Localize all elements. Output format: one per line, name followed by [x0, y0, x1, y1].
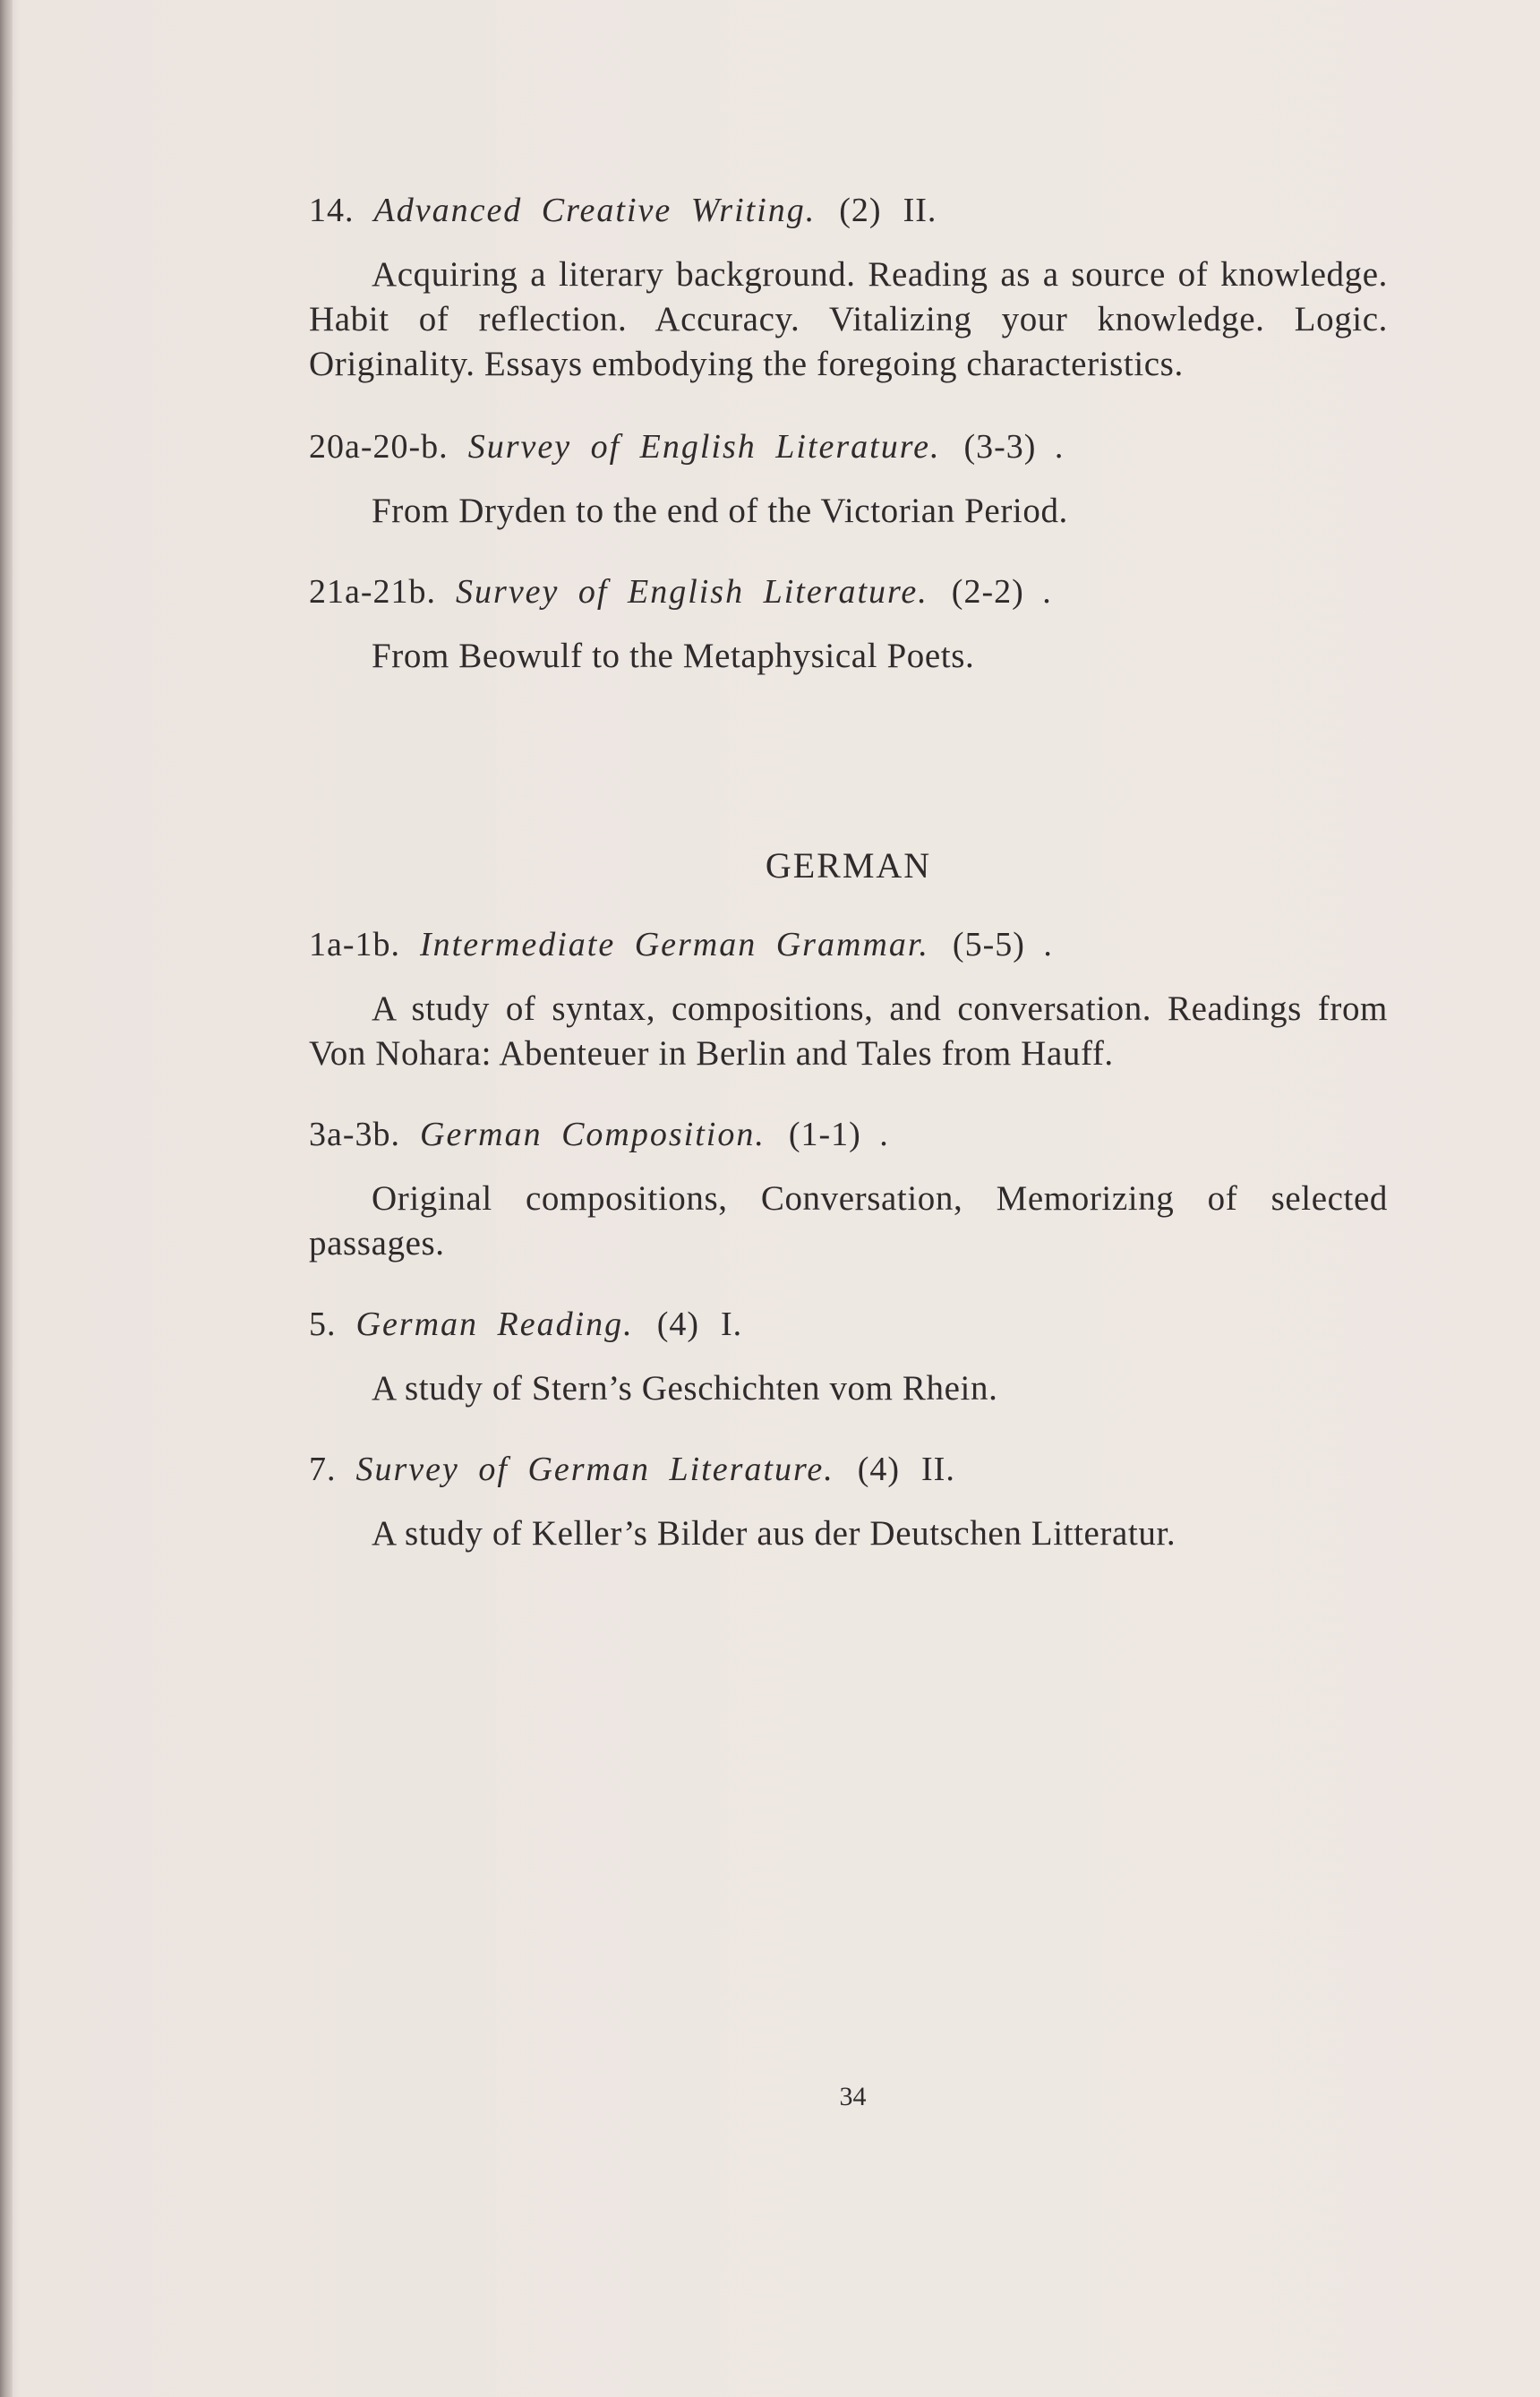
- course-credits: (4): [857, 1451, 901, 1488]
- course-number: 7.: [309, 1451, 337, 1488]
- page-content: [309, 188, 1388, 1556]
- course-heading: [309, 1112, 1388, 1157]
- course-title: Survey of German Literature.: [355, 1451, 834, 1488]
- course-number: 20a-20-b.: [309, 428, 449, 466]
- course-entry-3a-3b: [309, 1112, 1388, 1266]
- course-description: From Beowulf to the Metaphysical Poets.: [372, 637, 975, 675]
- course-credits: (1-1) .: [788, 1116, 889, 1153]
- course-description: From Dryden to the end of the Victorian Period.: [372, 492, 1068, 530]
- course-credits: (2): [839, 192, 882, 229]
- course-heading: [309, 922, 1388, 967]
- course-heading: [309, 1447, 1388, 1492]
- course-credits: (2-2) .: [951, 573, 1052, 611]
- course-term: II.: [921, 1451, 955, 1488]
- course-term: II.: [903, 192, 937, 229]
- course-number: 21a-21b.: [309, 573, 437, 611]
- course-credits: (5-5) .: [952, 926, 1053, 963]
- course-title: Survey of English Literature.: [456, 573, 928, 611]
- course-number: 14.: [309, 192, 355, 229]
- course-title: Advanced Creative Writing.: [373, 192, 817, 229]
- page-binding-edge: [0, 0, 13, 2397]
- course-heading: [309, 424, 1388, 469]
- course-number: 5.: [309, 1306, 337, 1343]
- section-heading-german: GERMAN: [765, 845, 932, 886]
- course-title: Intermediate German Grammar.: [420, 926, 929, 963]
- course-entry-20a-20b: [309, 424, 1388, 534]
- course-description: A study of Stern’s Geschichten vom Rhein.: [372, 1369, 998, 1408]
- course-heading: [309, 1302, 1388, 1347]
- course-description: A study of Keller’s Bilder aus der Deutschen Litteratur.: [372, 1514, 1176, 1553]
- course-entry-14: [309, 188, 1388, 387]
- course-description: Original compositions, Conversation, Memorizing of selected passages.: [309, 1179, 1388, 1263]
- course-credits: (3-3) .: [963, 428, 1065, 466]
- course-number: 3a-3b.: [309, 1116, 401, 1153]
- course-title: German Reading.: [355, 1306, 634, 1343]
- course-entry-1a-1b: [309, 922, 1388, 1076]
- page-number: 34: [839, 2082, 867, 2111]
- course-title: German Composition.: [420, 1116, 766, 1153]
- course-entry-7: [309, 1447, 1388, 1556]
- course-heading: [309, 569, 1388, 614]
- course-title: Survey of English Literature.: [467, 428, 941, 466]
- course-description: Acquiring a literary background. Reading as a source of knowledge. Habit of reflection. Accuracy. Vitalizing your knowledge. Logic. Originality. Essays embodying the foregoing characteristics.: [309, 255, 1388, 383]
- course-number: 1a-1b.: [309, 926, 401, 963]
- course-term: I.: [721, 1306, 743, 1343]
- course-description: A study of syntax, compositions, and conversation. Readings from Von Nohara: Abenteuer in Berlin and Tales from Hauff.: [309, 989, 1388, 1073]
- course-entry-5: [309, 1302, 1388, 1411]
- course-entry-21a-21b: [309, 569, 1388, 679]
- course-credits: (4): [656, 1306, 699, 1343]
- course-heading: [309, 188, 1388, 233]
